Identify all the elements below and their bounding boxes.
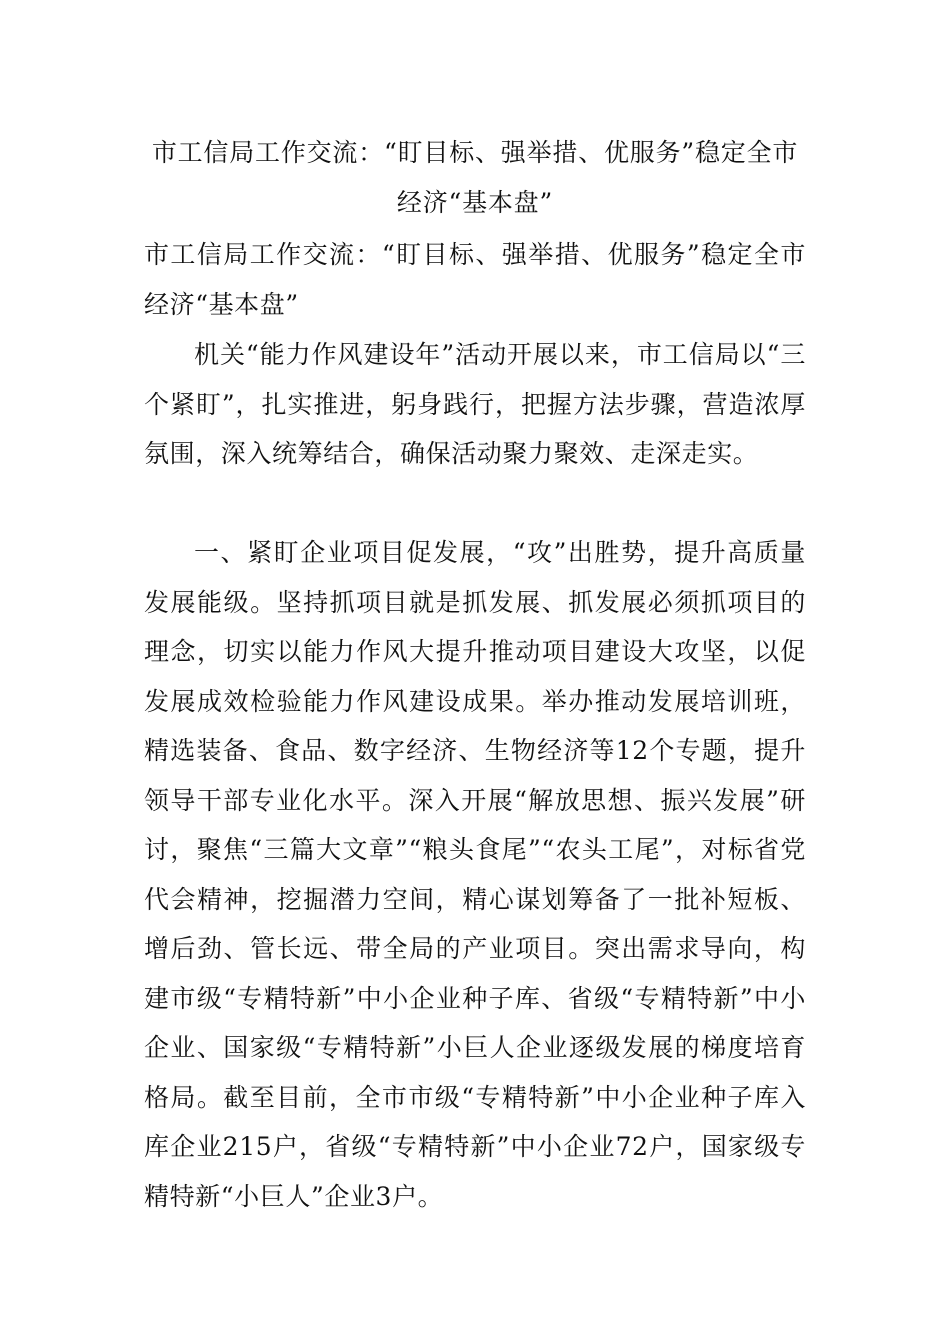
paragraph-intro: 机关“能力作风建设年”活动开展以来，市工信局以“三个紧盯”，扎实推进，躬身践行，把握方法步骤，营造浓厚氛围，深入统筹结合，确保活动聚力聚效、走深走实。	[144, 340, 806, 468]
paragraph-section-one: 一、紧盯企业项目促发展，“攻”出胜势，提升高质量发展能级。坚持抓项目就是抓发展、抓发展必须抓项目的理念，切实以能力作风大提升推动项目建设大攻坚，以促发展成效检验能力作风建设成果。举办推动发展培训班，精选装备、食品、数字经济、生物经济等12个专题，提升领导干部专业化水平。深入开展“解放思想、振兴发展”研讨，聚焦“三篇大文章”“粮头食尾”“农头工尾”，对标省党代会精神，挖掘潜力空间，精心谋划筹备了一批补短板、增后劲、管长远、带全局的产业项目。突出需求导向，构建市级“专精特新”中小企业种子库、省级“专精特新”中小企业、国家级“专精特新”小巨人企业逐级发展的梯度培育格局。截至目前，全市市级“专精特新”中小企业种子库入库企业215户，省级“专精特新”中小企业72户，国家级专精特新“小巨人”企业3户。	[144, 538, 806, 1211]
document-subtitle: 市工信局工作交流：“盯目标、强举措、优服务”稳定全市经济“基本盘”	[144, 240, 806, 319]
document-title: 市工信局工作交流：“盯目标、强举措、优服务”稳定全市经济“基本盘”	[151, 138, 799, 217]
